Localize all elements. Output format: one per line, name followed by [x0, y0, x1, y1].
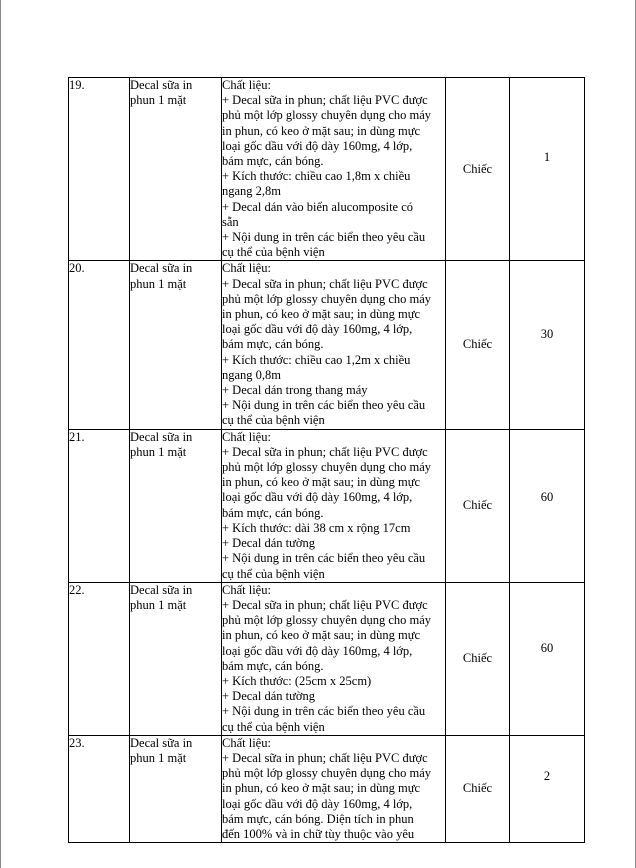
- item-name-line: phun 1 mặt: [130, 444, 187, 459]
- item-name-line: Decal sữa in: [130, 429, 193, 444]
- row-number: 20.: [69, 261, 130, 429]
- item-name: [130, 429, 222, 582]
- item-name-line: phun 1 mặt: [130, 276, 187, 291]
- desc-line: + Decal dán vào biển alucomposite có: [222, 199, 414, 214]
- item-name-line: phun 1 mặt: [130, 93, 187, 108]
- desc-line: + Kích thước: dài 38 cm x rộng 17cm: [222, 520, 411, 535]
- desc-line: Chất liệu:: [222, 735, 271, 750]
- item-quantity-value: 1: [543, 150, 551, 164]
- desc-line: bám mực, cán bóng. Diện tích in phun: [222, 811, 414, 826]
- items-table: [68, 77, 585, 843]
- desc-line: + Nội dung in trên các biển theo yêu cầu: [222, 551, 426, 566]
- desc-line: bám mực, cán bóng.: [222, 658, 324, 673]
- desc-line: + Nội dung in trên các biển theo yêu cầu: [222, 704, 426, 719]
- item-unit: Chiếc: [446, 261, 510, 429]
- desc-line: + Decal dán trong thang máy: [222, 383, 368, 398]
- desc-line: + Decal sữa in phun; chất liệu PVC được: [222, 93, 428, 108]
- desc-line: in phun, có keo ở mặt sau; in dùng mực: [222, 123, 421, 138]
- table-row: [69, 78, 585, 261]
- item-quantity: [510, 429, 585, 582]
- row-number: 23.: [69, 735, 130, 842]
- desc-line: bám mực, cán bóng.: [222, 505, 324, 520]
- desc-line: + Kích thước: chiều cao 1,2m x chiều: [222, 352, 411, 367]
- item-quantity-value: 60: [540, 640, 554, 655]
- item-unit: Chiếc: [446, 429, 510, 582]
- desc-line: in phun, có keo ở mặt sau; in dùng mực: [222, 628, 421, 643]
- desc-line: loại gốc dầu với độ dày 160mg, 4 lớp,: [222, 796, 413, 811]
- desc-line: cụ thể của bệnh viện: [222, 719, 325, 734]
- item-name-line: Decal sữa in: [130, 582, 193, 597]
- page-edge-left: [0, 0, 1, 868]
- desc-line: + Decal sữa in phun; chất liệu PVC được: [222, 444, 428, 459]
- item-quantity-value: 60: [540, 489, 554, 504]
- desc-line: + Decal sữa in phun; chất liệu PVC được: [222, 597, 428, 612]
- desc-line: loại gốc dầu với độ dày 160mg, 4 lớp,: [222, 490, 413, 505]
- desc-line: + Kích thước: (25cm x 25cm): [222, 673, 372, 688]
- table-row: [69, 261, 585, 429]
- item-name-line: phun 1 mặt: [130, 597, 187, 612]
- items-table-body: [69, 78, 585, 843]
- item-quantity-value: 30: [540, 327, 554, 342]
- item-description: [222, 735, 446, 842]
- desc-line: + Kích thước: chiều cao 1,8m x chiều: [222, 169, 411, 184]
- desc-line: loại gốc dầu với độ dày 160mg, 4 lớp,: [222, 643, 413, 658]
- item-quantity: [510, 582, 585, 735]
- desc-line: loại gốc dầu với độ dày 160mg, 4 lớp,: [222, 322, 413, 337]
- item-unit: Chiếc: [446, 78, 510, 261]
- desc-line: Chất liệu:: [222, 78, 271, 92]
- item-description: [222, 582, 446, 735]
- desc-line: phủ một lớp glossy chuyên dụng cho máy: [222, 291, 432, 306]
- desc-line: Chất liệu:: [222, 429, 271, 444]
- desc-line: + Nội dung in trên các biển theo yêu cầu: [222, 398, 426, 413]
- item-name-line: Decal sữa in: [130, 261, 193, 276]
- item-name-line: Decal sữa in: [130, 735, 193, 750]
- desc-line: bám mực, cán bóng.: [222, 337, 324, 352]
- desc-line: đến 100% và in chữ tùy thuộc vào yêu: [222, 826, 415, 841]
- item-name: [130, 582, 222, 735]
- desc-line: loại gốc dầu với độ dày 160mg, 4 lớp,: [222, 138, 413, 153]
- desc-line: + Decal sữa in phun; chất liệu PVC được: [222, 750, 428, 765]
- item-quantity: [510, 261, 585, 429]
- item-description: [222, 429, 446, 582]
- item-quantity: [510, 735, 585, 842]
- desc-line: ngang 0,8m: [222, 367, 282, 382]
- desc-line: phủ một lớp glossy chuyên dụng cho máy: [222, 460, 432, 475]
- desc-line: phủ một lớp glossy chuyên dụng cho máy: [222, 108, 432, 123]
- desc-line: + Decal dán tường: [222, 536, 315, 551]
- desc-line: cụ thể của bệnh viện: [222, 413, 325, 428]
- item-name-line: Decal sữa in: [130, 78, 193, 92]
- desc-line: ngang 2,8m: [222, 184, 282, 199]
- desc-line: cụ thể của bệnh viện: [222, 566, 325, 581]
- item-description: [222, 261, 446, 429]
- desc-line: + Decal sữa in phun; chất liệu PVC được: [222, 276, 428, 291]
- item-name: [130, 735, 222, 842]
- desc-line: phủ một lớp glossy chuyên dụng cho máy: [222, 613, 432, 628]
- desc-line: in phun, có keo ở mặt sau; in dùng mực: [222, 475, 421, 490]
- desc-line: Chất liệu:: [222, 582, 271, 597]
- desc-line: + Nội dung in trên các biển theo yêu cầu: [222, 230, 426, 245]
- row-number: 19.: [69, 78, 130, 261]
- item-unit: Chiếc: [446, 735, 510, 842]
- table-row: [69, 582, 585, 735]
- desc-line: phủ một lớp glossy chuyên dụng cho máy: [222, 766, 432, 781]
- item-description: [222, 78, 446, 261]
- row-number: 22.: [69, 582, 130, 735]
- table-row: [69, 735, 585, 842]
- desc-line: bám mực, cán bóng.: [222, 154, 324, 169]
- desc-line: in phun, có keo ở mặt sau; in dùng mực: [222, 781, 421, 796]
- row-number: 21.: [69, 429, 130, 582]
- item-unit: Chiếc: [446, 582, 510, 735]
- table-row: [69, 429, 585, 582]
- item-quantity-value: 2: [543, 768, 551, 783]
- desc-line: in phun, có keo ở mặt sau; in dùng mực: [222, 307, 421, 322]
- item-name: [130, 78, 222, 261]
- desc-line: + Decal dán tường: [222, 689, 315, 704]
- item-name: [130, 261, 222, 429]
- item-quantity: [510, 78, 585, 261]
- desc-line: cụ thể của bệnh viện: [222, 245, 325, 260]
- desc-line: sẵn: [222, 214, 239, 229]
- desc-line: Chất liệu:: [222, 261, 271, 276]
- item-name-line: phun 1 mặt: [130, 750, 187, 765]
